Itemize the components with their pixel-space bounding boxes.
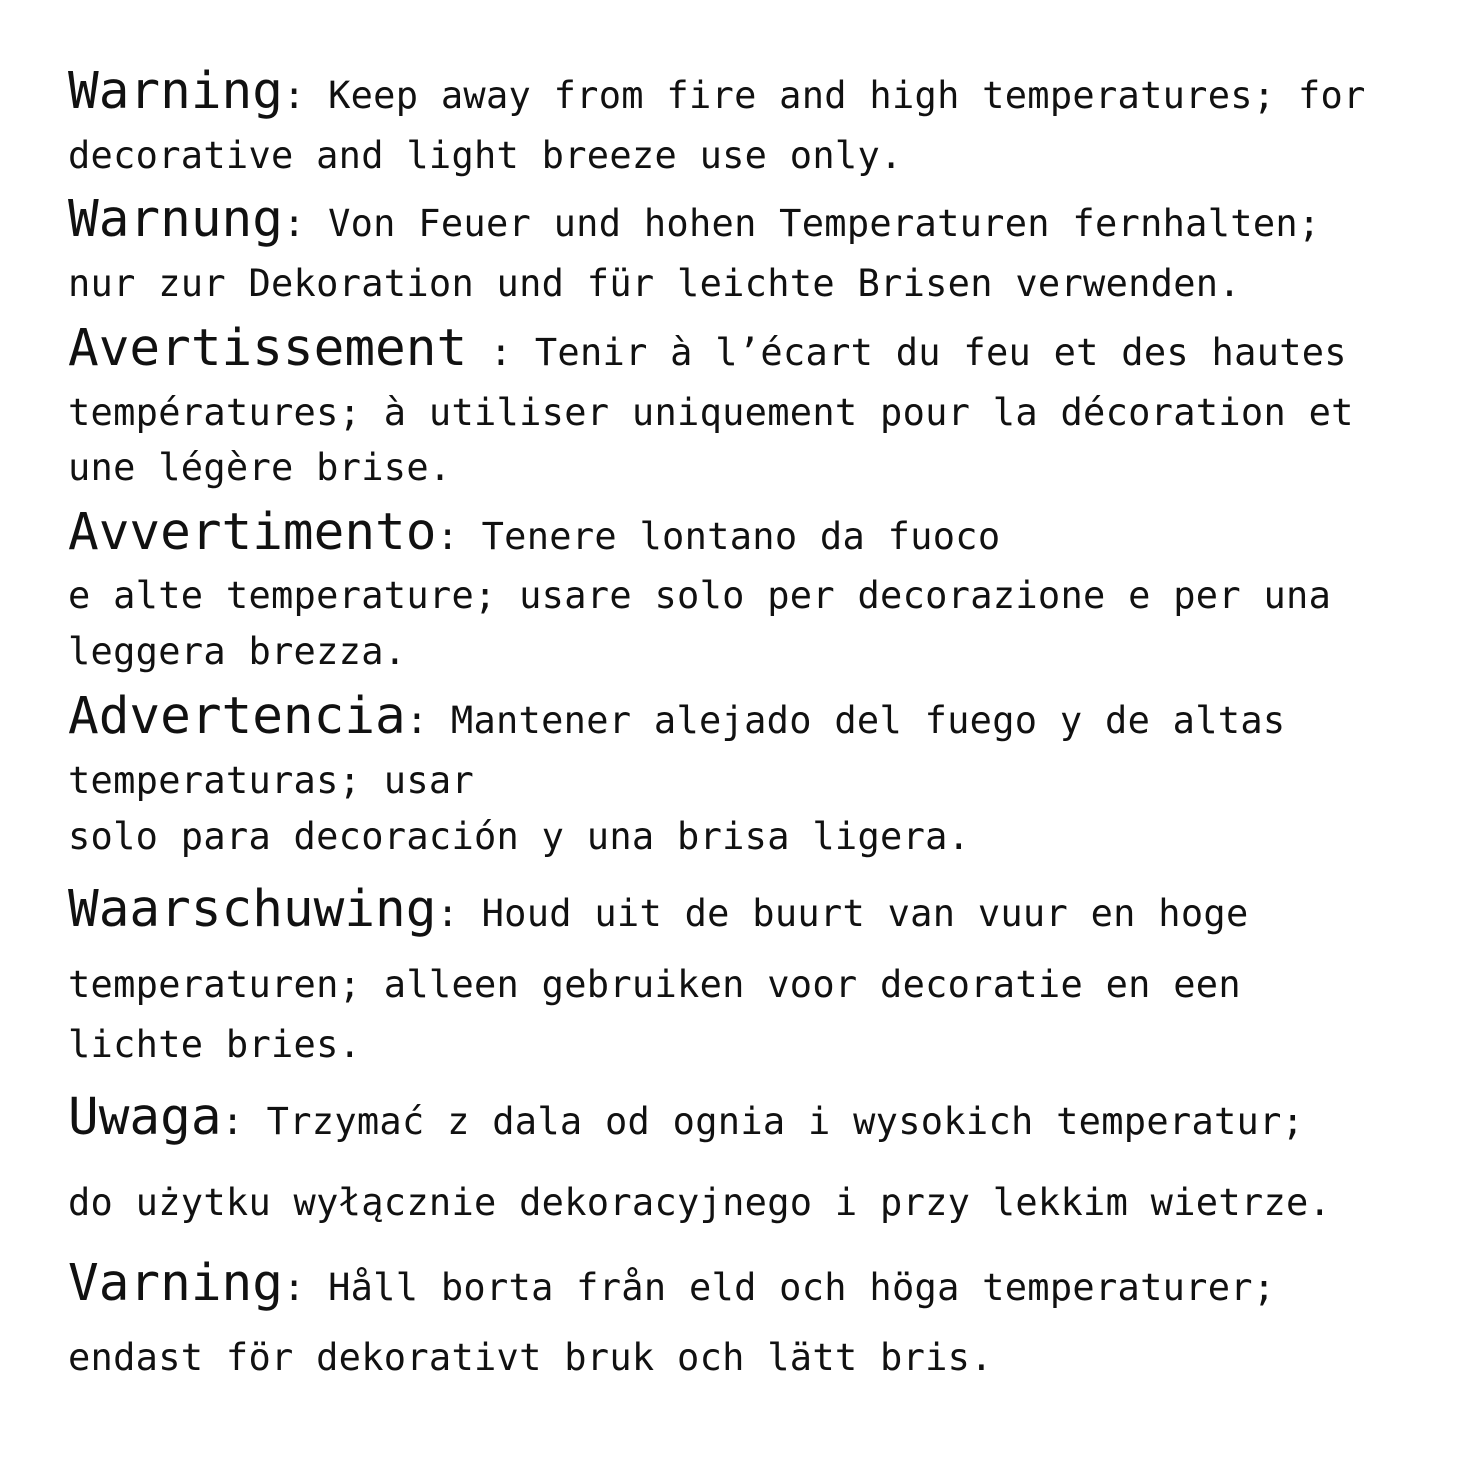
warning-sv-text-2: endast för dekorativt bruk och lätt bris. — [68, 1336, 993, 1379]
warning-it-text-2: e alte temperature; usare solo per decorazione e per una — [68, 574, 1332, 617]
warning-fr-text-3: une légère brise. — [68, 446, 452, 489]
warning-sv-separator: : — [282, 1266, 329, 1309]
warning-pl-heading: Uwaga — [68, 1088, 222, 1147]
warning-pl-text-2: do użytku wyłącznie dekoracyjnego i przy lekkim wietrze. — [68, 1181, 1332, 1224]
warning-en-text-1: Keep away from fire and high temperatures; for — [328, 74, 1366, 117]
warning-nl-line-1 — [68, 880, 1249, 939]
warning-nl-text-3: lichte bries. — [68, 1023, 362, 1066]
warning-en-separator: : — [282, 74, 329, 117]
warning-nl-separator: : — [436, 892, 482, 935]
warning-it-text-3: leggera brezza. — [68, 630, 407, 673]
warning-es-heading: Advertencia — [68, 687, 406, 746]
warning-it-heading: Avvertimento — [68, 503, 437, 562]
warning-sv-text-1: Håll borta från eld och höga temperaturer; — [328, 1266, 1276, 1309]
warning-de-text-2: nur zur Dekoration und für leichte Brisen verwenden. — [68, 262, 1241, 305]
warning-en-text-2: decorative and light breeze use only. — [68, 134, 903, 177]
warning-de-line-1 — [68, 190, 1321, 249]
warning-es-text-1: Mantener alejado del fuego y de altas — [450, 699, 1286, 742]
warning-pl-line-1 — [68, 1088, 1305, 1147]
warning-es-text-2: temperaturas; usar — [68, 759, 475, 802]
warning-es-text-3: solo para decoración y una brisa ligera. — [68, 815, 971, 858]
warning-pl-separator: : — [221, 1100, 267, 1143]
warning-fr-text-1: Tenir à l’écart du feu et des hautes — [534, 331, 1347, 374]
warning-nl-text-2: temperaturen; alleen gebruiken voor decoratie en een — [68, 963, 1241, 1006]
warning-es-line-1 — [68, 687, 1286, 746]
warning-en-line-1 — [68, 62, 1366, 121]
warning-de-separator: : — [282, 202, 329, 245]
warning-de-text-1: Von Feuer und hohen Temperaturen fernhalten; — [328, 202, 1321, 245]
warning-nl-text-1: Houd uit de buurt van vuur en hoge — [481, 892, 1249, 935]
warning-de-heading: Warnung — [68, 190, 283, 249]
warning-pl-text-1: Trzymać z dala od ognia i wysokich temperatur; — [266, 1100, 1305, 1143]
warning-sv-heading: Varning — [68, 1254, 283, 1313]
warning-es-separator: : — [405, 699, 451, 742]
warning-en-heading: Warning — [68, 62, 283, 121]
warning-fr-separator: : — [467, 331, 535, 374]
warning-it-line-1 — [68, 503, 1001, 562]
warning-fr-line-1 — [68, 319, 1347, 378]
warning-nl-heading: Waarschuwing — [68, 880, 437, 939]
warning-it-text-1: Tenere lontano da fuoco — [481, 515, 1001, 558]
warning-it-separator: : — [436, 515, 482, 558]
warning-fr-heading: Avertissement — [68, 319, 468, 378]
warning-fr-text-2: températures; à utiliser uniquement pour la décoration et — [68, 391, 1354, 434]
warning-sv-line-1 — [68, 1254, 1276, 1313]
